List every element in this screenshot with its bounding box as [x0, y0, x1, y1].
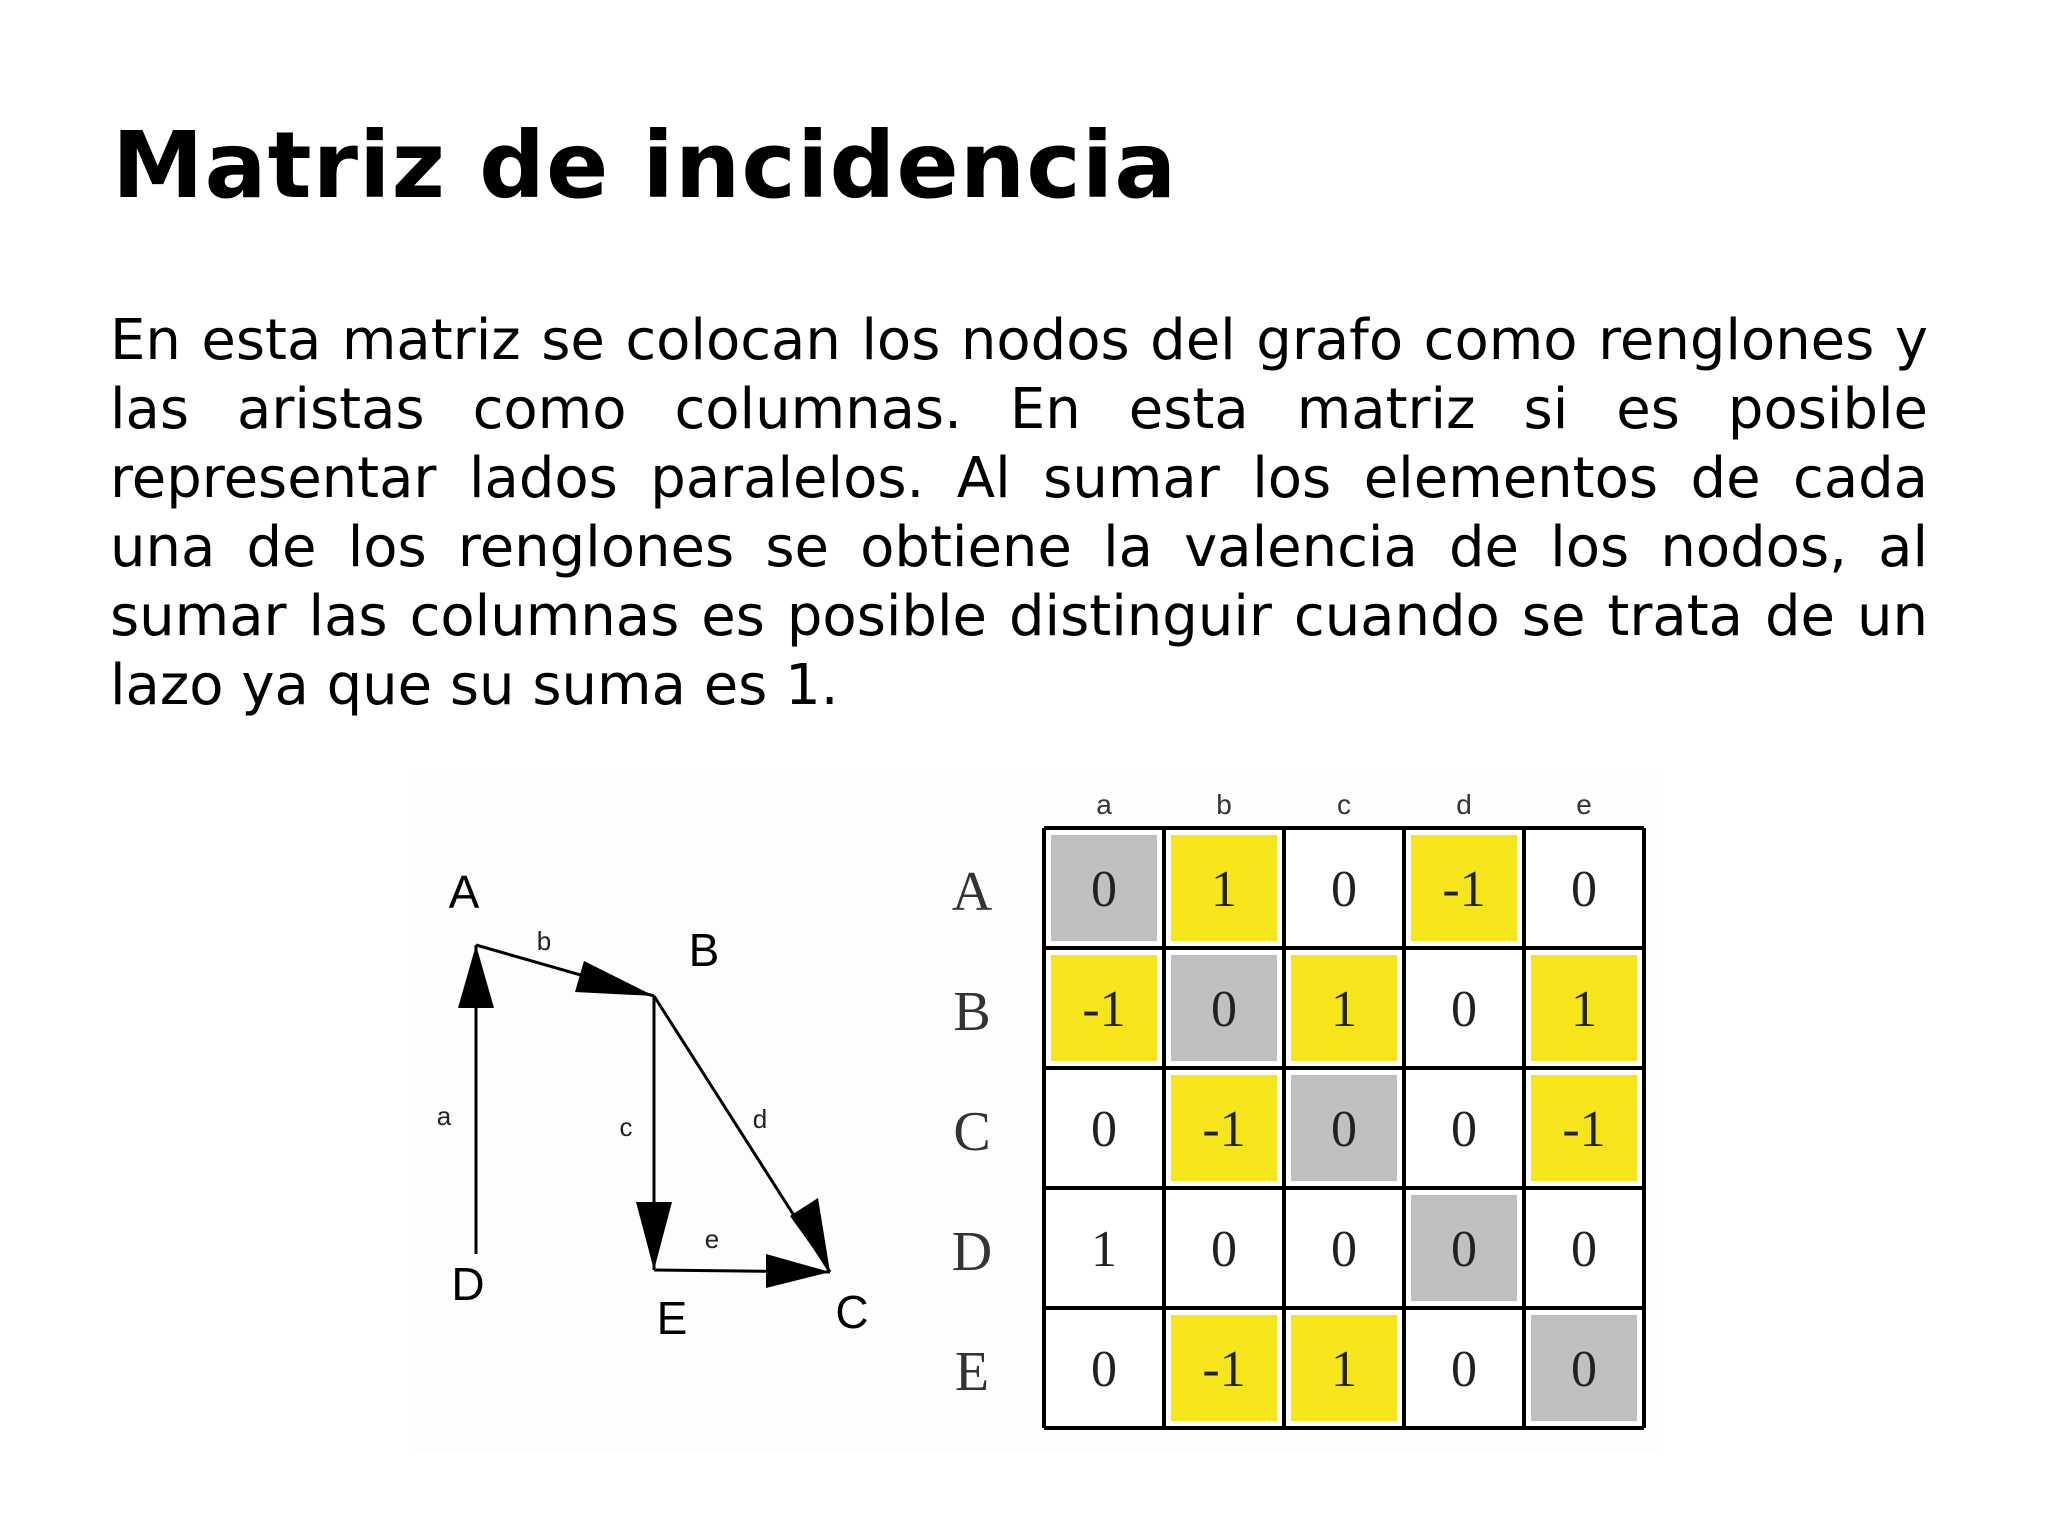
matrix-column-header: d: [1456, 789, 1472, 820]
edge-c-arrowhead: [636, 1202, 672, 1270]
matrix-cell-value: -1: [1562, 1101, 1606, 1158]
edge-d-arrowhead: [790, 1198, 830, 1272]
node-label-b: B: [688, 924, 720, 976]
edge-label-d: d: [752, 1104, 768, 1134]
node-label-e: E: [656, 1292, 688, 1344]
matrix-cell-value: 0: [1091, 861, 1117, 918]
node-label-d: D: [451, 1258, 485, 1310]
matrix-cell-value: -1: [1202, 1341, 1246, 1398]
matrix-row-label: E: [954, 1341, 990, 1403]
matrix-cell-value: -1: [1442, 861, 1486, 918]
matrix-cell-value: 1: [1091, 1221, 1117, 1278]
matrix-cell-value: 1: [1571, 981, 1597, 1038]
edge-label-b: b: [536, 926, 552, 956]
node-label-c: C: [835, 1286, 869, 1338]
edge-a-arrowhead: [458, 945, 494, 1008]
matrix-cell-value: 1: [1211, 861, 1237, 918]
matrix-cell-value: 1: [1331, 981, 1357, 1038]
matrix-row-label: C: [953, 1101, 991, 1163]
matrix-cell-value: 0: [1091, 1341, 1117, 1398]
matrix-cell-value: 0: [1451, 981, 1477, 1038]
edge-label-c: c: [619, 1112, 633, 1142]
matrix-cell-value: 0: [1571, 1221, 1597, 1278]
edge-b-arrowhead: [575, 961, 654, 996]
matrix-column-header: e: [1576, 789, 1592, 820]
matrix-cell-value: 0: [1451, 1341, 1477, 1398]
matrix-cell-value: -1: [1082, 981, 1126, 1038]
matrix-row-label: D: [951, 1221, 993, 1283]
edge-label-e: e: [704, 1224, 720, 1254]
matrix-cell-value: 0: [1451, 1221, 1477, 1278]
directed-graph: [437, 866, 869, 1344]
slide-body-text: En esta matriz se colocan los nodos del grafo como renglones y las aristas como columnas. En esta matriz si es posible representar lados paralelos. Al sumar los elementos de cada una de los renglones se obtiene la valencia de los nodos, al sumar las columnas es posible distinguir cuando se trata de un lazo ya que su suma es 1.: [110, 308, 1928, 718]
matrix-row-label: B: [953, 981, 991, 1043]
incidence-figure: [414, 770, 1662, 1452]
matrix-cell-value: 0: [1451, 1101, 1477, 1158]
node-label-a: A: [448, 866, 480, 918]
matrix-cell-value: 0: [1211, 1221, 1237, 1278]
matrix-cell-value: 0: [1091, 1101, 1117, 1158]
matrix-cell-value: -1: [1202, 1101, 1246, 1158]
matrix-column-header: c: [1337, 789, 1351, 820]
matrix-cell-value: 0: [1331, 861, 1357, 918]
matrix-cell-value: 1: [1331, 1341, 1357, 1398]
slide-title: Matriz de incidencia: [112, 112, 1178, 219]
matrix-cell-value: 0: [1211, 981, 1237, 1038]
incidence-matrix: [952, 789, 1644, 1428]
figure-canvas: [414, 770, 1662, 1452]
matrix-column-header: b: [1216, 789, 1232, 820]
matrix-cell-value: 0: [1331, 1101, 1357, 1158]
matrix-cell-value: 0: [1571, 861, 1597, 918]
matrix-column-header: a: [1096, 789, 1112, 820]
matrix-row-label: A: [951, 861, 993, 923]
edge-label-a: a: [436, 1101, 452, 1131]
matrix-cell-value: 0: [1571, 1341, 1597, 1398]
matrix-cell-value: 0: [1331, 1221, 1357, 1278]
